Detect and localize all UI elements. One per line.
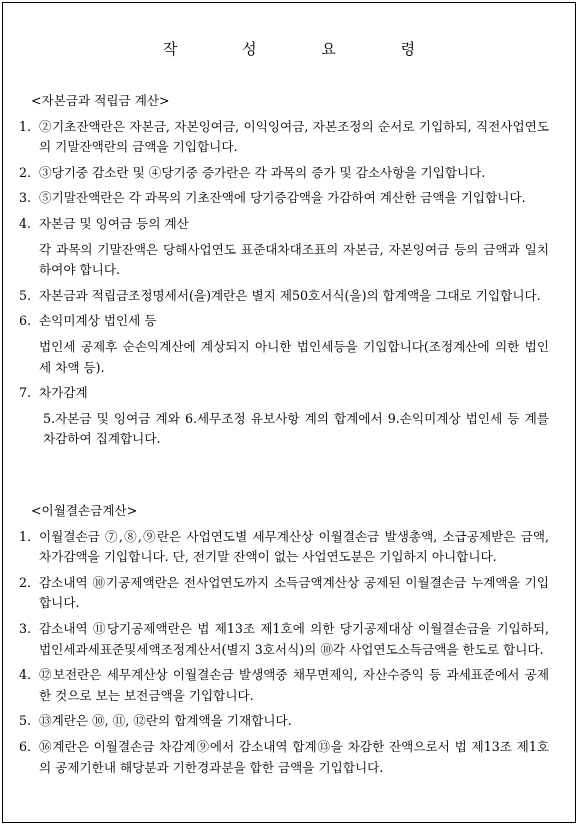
list-item-detail: 법인세 공제후 순손익계산에 계상되지 아니한 법인세등을 기입합니다(조정계산에 의한 법인세 차액 등). (39, 338, 549, 375)
list-item: 5. 자본금과 적립금조정명세서(을)계란은 별지 제50호서식(을)의 합계액을 그대로 기입합니다. (19, 287, 541, 303)
list-item: 5. ⑬계란은 ⑩, ⑪, ⑫란의 합계액을 기재합니다. (19, 713, 292, 729)
section-heading: <이월결손금계산> (31, 503, 138, 518)
list-item: 3. 감소내역 ⑪당기공제액란은 법 제13조 제1호에 의한 당기공제대상 이월결손금을 기입하되, 법인세과세표준및세액조정계산서(별지 3호서식)의 ⑩각 사업연도소득금액을 한도로 합니다. (19, 620, 549, 657)
list-item-detail: 각 과목의 기말잔액은 당해사업연도 표준대차대조표의 자본금, 자본잉여금 등의 금액과 일치하여야 합니다. (39, 241, 549, 278)
section-heading: <자본금과 적립금 계산> (31, 93, 170, 108)
loss-carryforward-section (3, 501, 575, 783)
list-item: 2. ③당기중 감소란 및 ④당기중 증가란은 각 과목의 증가 및 감소사항을 기입합니다. (19, 164, 486, 180)
list-item: 2. 감소내역 ⑩기공제액란은 전사업연도까지 소득금액계산상 공제된 이월결손금 누계액을 기입합니다. (19, 574, 549, 611)
instructions-page (2, 2, 576, 823)
capital-section (3, 91, 575, 455)
page-title: 작 성 요 령 (162, 40, 446, 58)
list-item: 3. ⑤기말잔액란은 각 과목의 기초잔액에 당기증감액을 가감하여 계산한 금액을 기입합니다. (19, 190, 526, 206)
list-item: 4. ⑫보전란은 세무계산상 이월결손금 발생액중 채무면제익, 자산수증익 등 과세표준에서 공제한 것으로 보는 보전금액을 기입합니다. (19, 667, 549, 703)
list-item: 6. 손익미계상 법인세 등 (19, 313, 157, 329)
list-item: 6. ⑯계란은 이월결손금 차감계⑨에서 감소내역 합계⑬을 차감한 잔액으로서 법 제13조 제1호의 공제기한내 해당분과 기한경과분을 합한 금액을 기입합니다. (19, 738, 549, 775)
list-item: 1. ②기초잔액란은 자본금, 자본잉여금, 이익잉여금, 자본조정의 순서로 기입하되, 직전사업연도의 기말잔액란의 금액을 기입합니다. (19, 118, 549, 155)
list-item: 7. 차가감계 (19, 385, 88, 401)
list-item: 1. 이월결손금 ⑦,⑧,⑨란은 사업연도별 세무계산상 이월결손금 발생총액, 소급공제받은 금액, 차가감액을 기입합니다. 단, 전기말 잔액이 없는 사업연도분은 기입하지 아니합니다. (19, 528, 549, 565)
list-item: 4. 자본금 및 잉여금 등의 계산 (19, 215, 189, 231)
list-item-detail: 5.자본금 및 잉여금 계와 6.세무조정 유보사항 계의 합계에서 9.손익미계상 법인세 등 계를 차감하여 집계합니다. (43, 410, 549, 447)
